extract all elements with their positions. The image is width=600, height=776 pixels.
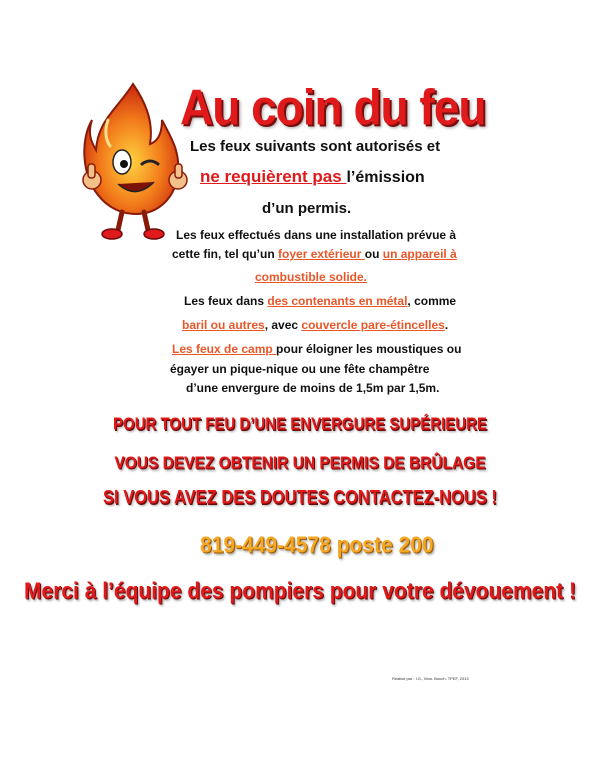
p1-line-2 — [172, 247, 457, 261]
p1-line-1: Les feux effectués dans une installation prévue à — [176, 228, 457, 242]
p3-line-1-rest: pour éloigner les moustiques ou — [276, 342, 462, 356]
intro-line-3: d’un permis. — [262, 200, 352, 217]
link-couvercle: couvercle pare-étincelles — [301, 318, 445, 332]
phone-number: 819-449-4578 poste 200 — [200, 532, 434, 559]
banner-line-1: POUR TOUT FEU D’UNE ENVERGURE SUPÉRIEURE — [113, 414, 487, 435]
link-feux-de-camp: Les feux de camp — [172, 342, 277, 356]
intro-line-1: Les feux suivants sont autorisés et — [190, 138, 441, 155]
p1-line-2-or: ou — [364, 247, 383, 261]
link-foyer-exterieur: foyer extérieur — [278, 247, 365, 261]
link-combustible-solide: combustible solide. — [255, 270, 368, 284]
p2-line-2 — [182, 318, 448, 332]
credit-note: Réalisé par : I.G., Mun. Bouch. TPEF, 2013 — [392, 676, 469, 681]
p3-line-1 — [172, 342, 461, 356]
thanks-message: Merci à l’équipe des pompiers pour votre dévouement ! — [24, 578, 576, 605]
p1-line-3 — [255, 270, 367, 284]
intro-line-2 — [200, 167, 425, 187]
link-baril: baril ou autres — [182, 318, 265, 332]
p2-line-1-text: Les feux dans — [184, 294, 268, 308]
p2-line-1-end: , comme — [407, 294, 457, 308]
p2-line-1 — [184, 294, 456, 308]
p3-line-3: d’une envergure de moins de 1,5m par 1,5m. — [186, 381, 440, 395]
link-appareil: un appareil à — [382, 247, 457, 261]
p3-line-2: égayer un pique-nique ou une fête champêtre — [170, 362, 430, 376]
flame-mascot-icon — [78, 80, 188, 245]
banner-line-3: SI VOUS AVEZ DES DOUTES CONTACTEZ-NOUS ! — [103, 487, 497, 509]
p2-line-2-text: , avec — [264, 318, 302, 332]
intro-line-2-rest: l’émission — [346, 169, 425, 186]
p2-line-2-end: . — [444, 318, 449, 332]
intro-highlight: ne requièrent pas — [200, 167, 347, 186]
banner-line-2: VOUS DEVEZ OBTENIR UN PERMIS DE BRÛLAGE — [114, 453, 486, 474]
link-contenants-metal: des contenants en métal — [267, 294, 408, 308]
page-title: Au coin du feu — [180, 78, 486, 136]
p1-line-2-text: cette fin, tel qu’un — [172, 247, 279, 261]
